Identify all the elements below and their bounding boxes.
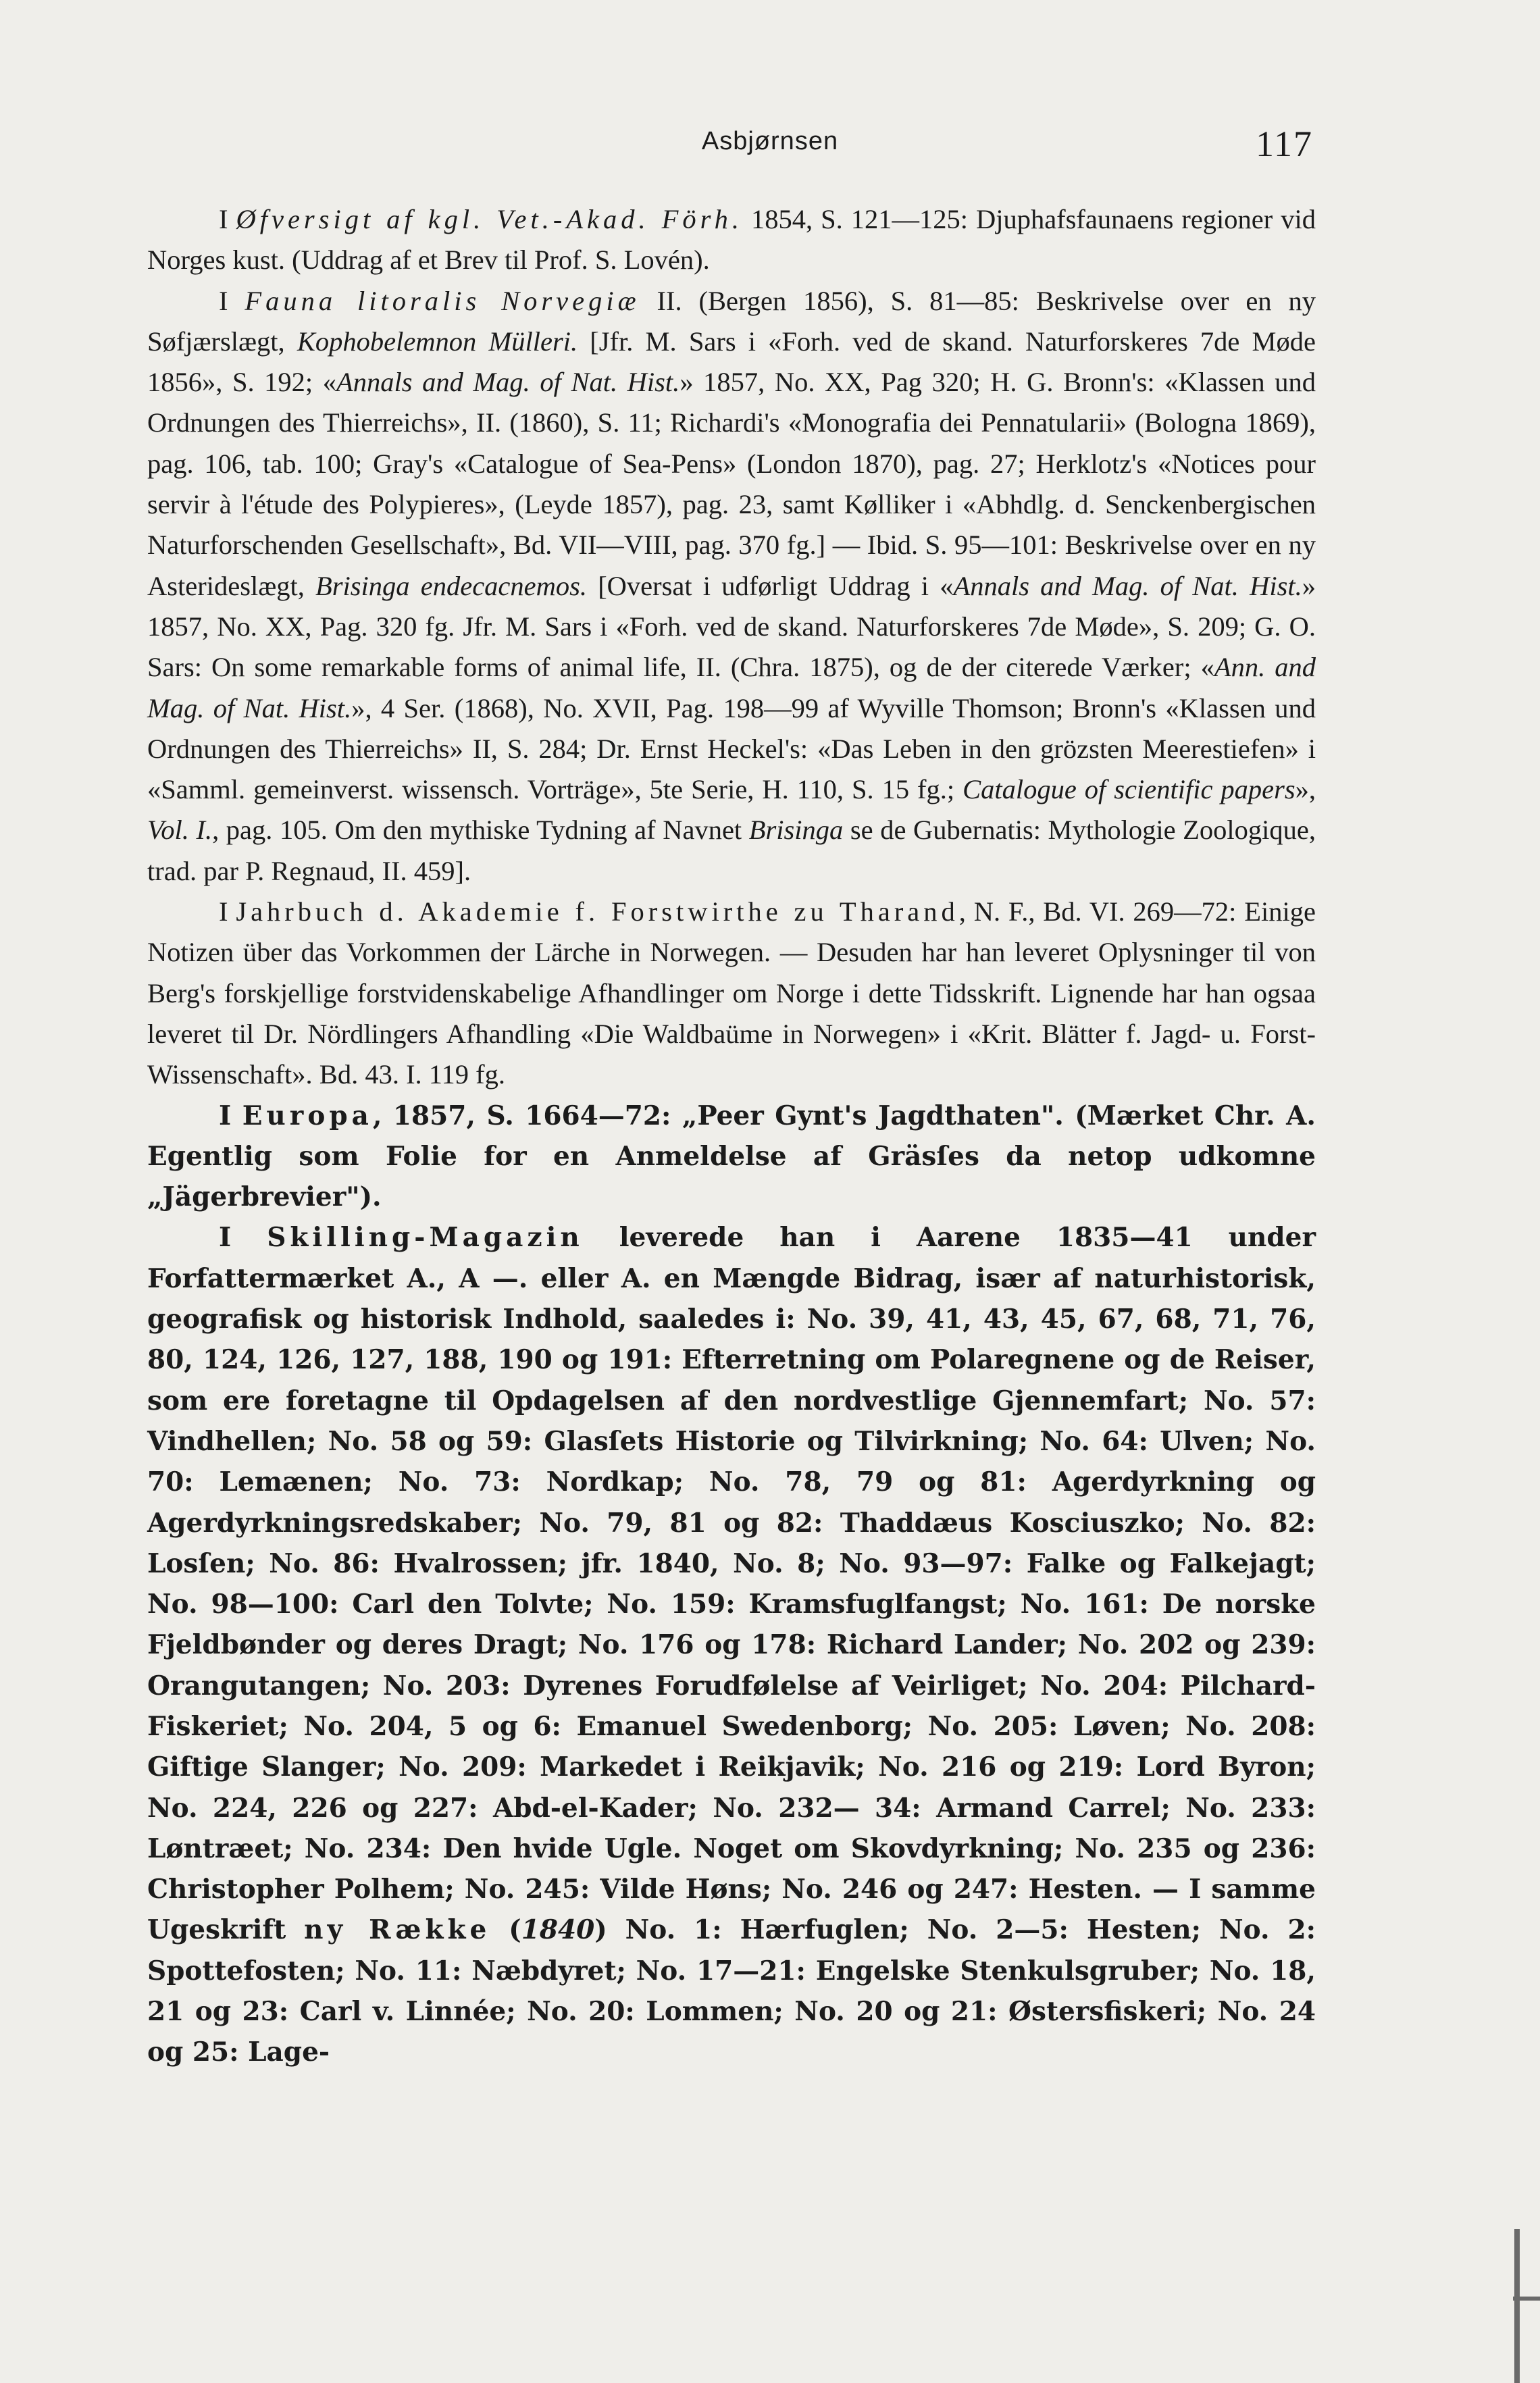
- paragraph-jahrbuch: [147, 892, 1316, 1095]
- text-run: I: [219, 896, 236, 927]
- text-run: leverede han i Aarene 1835—41 under Forfattermærket A., A —. eller A. en Mængde Bidrag, især af naturhistorisk, geografisk og historisk Indhold, saaledes i: No. 39, 41, 43, 45, 67, 68, 71, 76, 80, 124, 126, 127, 188, 190 og 191: Efterretning om Polaregnene og de Reiser, som ere foretagne til Opdagelsen af den nordvestlige Gjennemfart; No. 57: Vindhellen; No. 58 og 59: Glasſets Historie og Tilvirkning; No. 64: Ulven; No. 70: Lemænen; No. 73: Nordkap; No. 78, 79 og 81: Agerdyrkning og Agerdyrkningsredskaber; No. 79, 81 og 82: Thaddæus Kosciuszko; No. 82: Losſen; No. 86: Hvalrossen; jfr. 1840, No. 8; No. 93—97: Falke og Falkejagt; No. 98—100: Carl den Tolvte; No. 159: Kramsfuglfangst; No. 161: De norske Fjeldbønder og deres Dragt; No. 176 og 178: Richard Lander; No. 202 og 239: Orangutangen; No. 203: Dyrenes Forudfølelse af Veirliget; No. 204: Pilchard-Fiskeriet; No. 204, 5 og 6: Emanuel Swedenborg; No. 205: Løven; No. 208: Giftige Slanger; No. 209: Markedet i Reikjavik; No. 216 og 219: Lord Byron; No. 224, 226 og 227: Abd-el-Kader; No. 232— 34: Armand Carrel; No. 233: Løntræet; No. 234: Den hvide Ugle. Noget om Skovdyrkning; No. 235 og 236: Christopher Polhem; No. 245: Vilde Høns; No. 246 og 247: Hesten. — I samme Ugeskrift: [147, 1222, 1316, 1946]
- text-run: se de Gubernatis: Mythologie Zoologique, trad. par P. Regnaud, II. 459].: [147, 815, 1316, 886]
- page-header: [0, 124, 1540, 174]
- paragraph-skilling-magazin: [147, 1217, 1316, 2072]
- text-run: Brisinga: [748, 815, 844, 846]
- text-run: », 4 Ser. (1868), No. XVII, Pag. 198—99 af Wyville Thomson; Bronn's «Klassen und Ordnungen des Thierreichs» II, S. 284; Dr. Ernst Heckel's: «Das Leben in den grözsten Meerestiefen» i «Samml. gemeinverst. wissensch. Vorträge», 5te Serie, H. 110, S. 15 fg.;: [147, 692, 1316, 805]
- running-head: Asbjørnsen: [701, 127, 839, 155]
- text-run: Brisinga endecacnemos.: [315, 570, 588, 601]
- text-run: II. (Bergen 1856), S. 81—85: Beskrivelse over en ny Søfjærslægt,: [147, 285, 1316, 357]
- binding-edge-mark: [1514, 2229, 1520, 2383]
- page-number: 117: [1256, 124, 1313, 164]
- text-run: » 1857, No. XX, Pag. 320 fg. Jfr. M. Sars i «Forh. ved de skand. Naturforskeres 7de Møde», S. 209; G. O. Sars: On some remarkable forms of animal life, II. (Chra. 1875), og de der citerede Værker; «: [147, 570, 1316, 683]
- text-run: ny Række: [304, 1914, 491, 1946]
- text-run: Europa: [242, 1100, 373, 1131]
- text-run: Fauna litoralis Norvegiæ: [245, 285, 640, 316]
- text-run: Skilling-Magazin: [267, 1222, 584, 1254]
- text-run: I: [219, 1222, 267, 1254]
- text-run: [Oversat i udførligt Uddrag i «: [587, 570, 954, 601]
- text-run: Annals and Mag. of Nat. Hist.: [336, 367, 680, 398]
- body-text: [147, 199, 1316, 2073]
- text-run: Vol. I.: [147, 815, 213, 846]
- text-run: I: [219, 204, 236, 234]
- paragraph-fauna-litoralis: [147, 281, 1316, 892]
- text-run: Ann. and Mag. of Nat. Hist.: [147, 652, 1316, 723]
- text-run: »,: [1295, 774, 1316, 805]
- text-run: , 1857, S. 1664—72: „Peer Gynt's Jagdthaten". (Mærket Chr. A. Egentlig som Folie for en Anmeldelse af Gräsſes da netop udkomne „Jägerbrevier").: [147, 1100, 1316, 1213]
- text-run: I: [219, 285, 245, 316]
- paragraph-ofversigt: [147, 199, 1316, 281]
- text-run: » 1857, No. XX, Pag 320; H. G. Bronn's: «Klassen und Ordnungen des Thierreichs», II. (1860), S. 11; Richardi's «Monografia dei Pennatularii» (Bologna 1869), pag. 106, tab. 100; Gray's «Catalogue of Sea-Pens» (London 1870), pag. 27; Herklotz's «Notices pour servir à l'étude des Polypieres», (Leyde 1857), pag. 23, samt Kølliker i «Abhdlg. d. Senckenbergischen Naturforschenden Gesellschaft», Bd. VII—VIII, pag. 370 fg.] — Ibid. S. 95—101: Beskrivelse over en ny Asterideslægt,: [147, 367, 1316, 601]
- text-run: ) No. 1: Hærfuglen; No. 2—5: Hesten; No. 2: Spottefosten; No. 11: Næbdyret; No. 17—21: Engelske Stenkulsgruber; No. 18, 21 og 23: Carl v. Linnée; No. 20: Lommen; No. 20 og 21: Østersfiskeri; No. 24 og 25: Lage-: [147, 1914, 1316, 2068]
- text-run: Øfversigt af kgl. Vet.-Akad. Förh.: [236, 204, 744, 234]
- text-run: 1840: [521, 1914, 595, 1946]
- text-run: (: [490, 1914, 521, 1946]
- binding-edge-mark: [1513, 2297, 1540, 2301]
- text-run: Kophobelemnon Mülleri.: [297, 326, 578, 357]
- text-run: Jahrbuch d. Akademie f. Forstwirthe zu Tharand: [236, 896, 959, 927]
- text-run: , N. F., Bd. VI. 269—72: Einige Notizen über das Vorkommen der Lärche in Norwegen. — Desuden har han leveret Oplysninger til von Berg's forskjellige forstvidenskabelige Afhandlinger om Norge i dette Tidsskrift. Lignende har han ogsaa leveret til Dr. Nördlingers Afhandling «Die Waldbaüme in Norwegen» i «Krit. Blätter f. Jagd- u. Forst-Wissenschaft». Bd. 43. I. 119 fg.: [147, 896, 1316, 1090]
- text-run: Annals and Mag. of Nat. Hist.: [953, 570, 1302, 601]
- text-run: Catalogue of scientific papers: [962, 774, 1295, 805]
- text-run: , pag. 105. Om den mythiske Tydning af Navnet: [212, 815, 749, 846]
- text-run: 1854, S. 121—125: Djuphafsfaunaens regioner vid Norges kust. (Uddrag af et Brev til Prof. S. Lovén).: [147, 204, 1316, 276]
- paragraph-europa: [147, 1096, 1316, 1218]
- text-run: [Jfr. M. Sars i «Forh. ved de skand. Naturforskeres 7de Møde 1856», S. 192; «: [147, 326, 1316, 398]
- text-run: I: [219, 1100, 242, 1131]
